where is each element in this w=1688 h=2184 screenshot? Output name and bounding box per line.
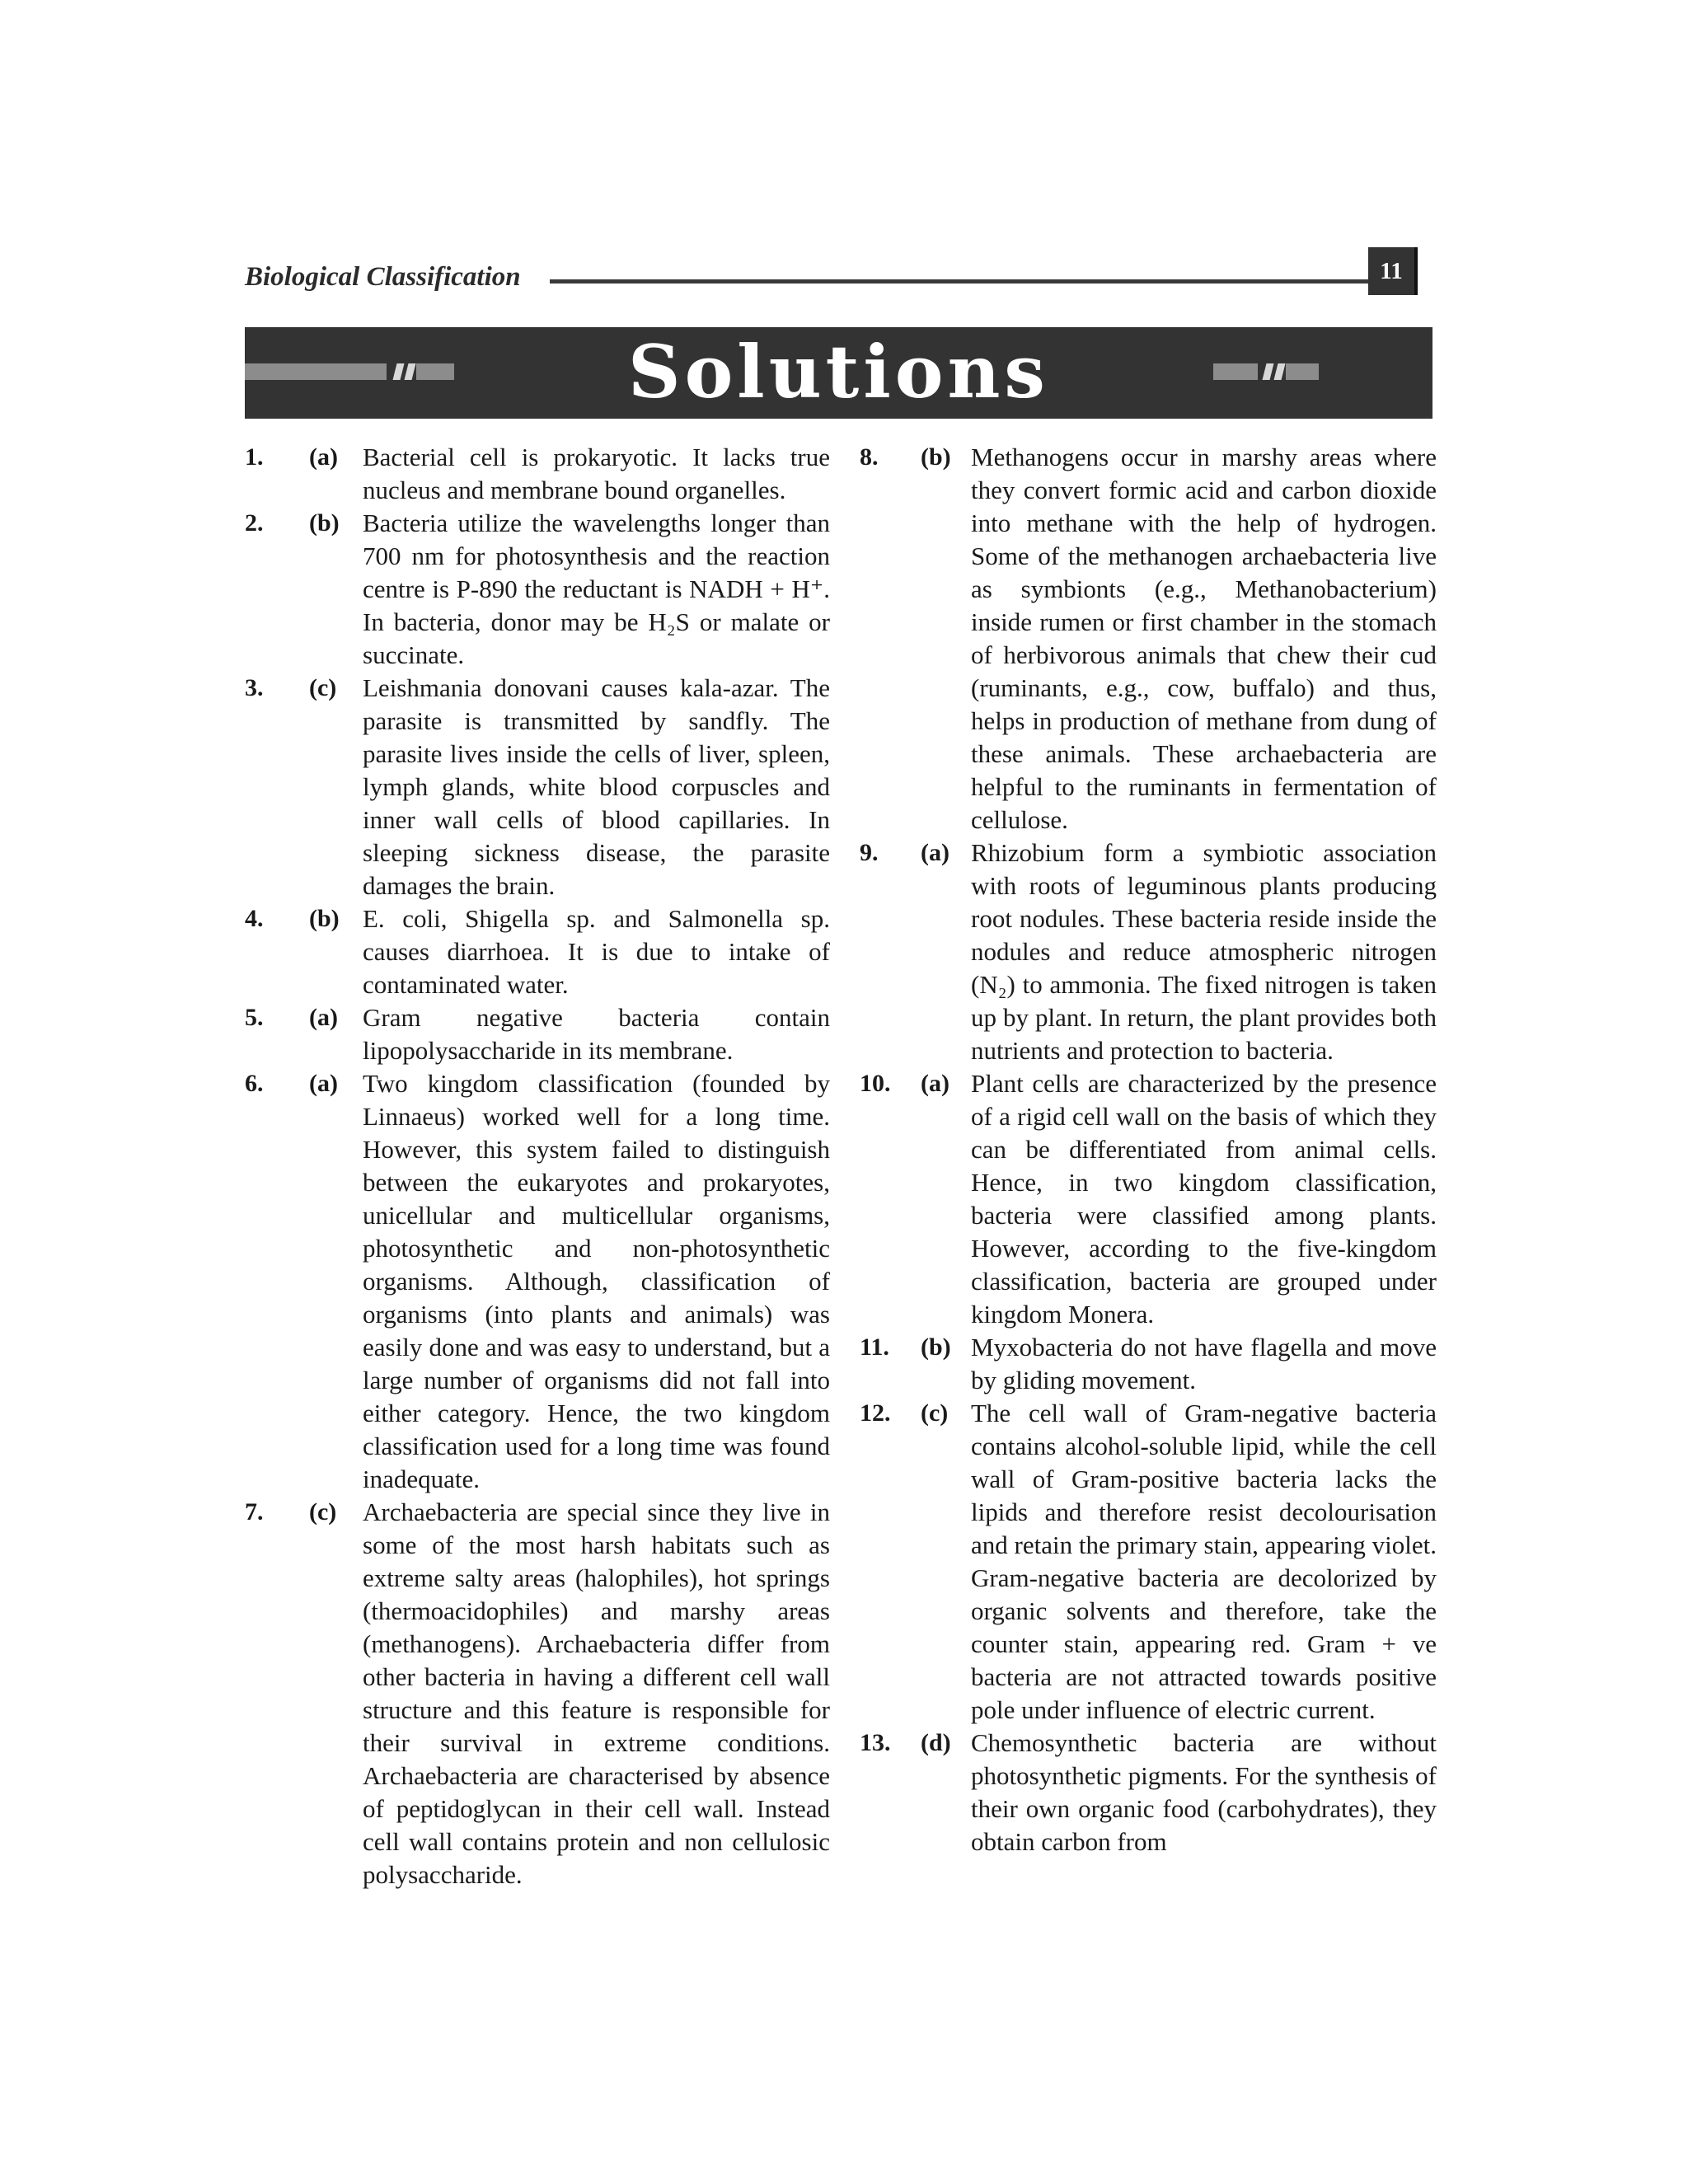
question-number: 7. xyxy=(245,1498,264,1526)
solution-item xyxy=(853,1331,1437,1397)
question-number: 1. xyxy=(245,443,264,471)
question-number: 2. xyxy=(245,509,264,537)
solution-text: Myxobacteria do not have flagella and move by gliding movement. xyxy=(971,1333,1437,1394)
solution-item xyxy=(853,1067,1437,1331)
solution-text: Bacteria utilize the wavelengths longer than 700 nm for photosynthesis and the reaction centre is P-890 the reductant is NADH + H⁺. In bacteria, donor may be H₂S or malate or succinate. xyxy=(363,509,830,669)
page-number: 11 xyxy=(1368,247,1418,295)
solution-text: Rhizobium form a symbiotic association with roots of leguminous plants producing root nodules. These bacteria reside inside the nodules and reduce atmospheric nitrogen (N₂) to ammonia. The fixed nitrogen is taken up by plant. In return, the plant provides both nutrients and protection to bacteria. xyxy=(971,838,1437,1065)
question-number: 9. xyxy=(860,839,879,866)
question-number: 8. xyxy=(860,443,879,471)
solution-item xyxy=(245,441,830,507)
solution-item xyxy=(853,837,1437,1067)
answer-option: (b) xyxy=(309,905,340,932)
solutions-left-column xyxy=(245,441,830,1891)
chapter-title: Biological Classification xyxy=(245,257,524,297)
header-rule xyxy=(550,279,1370,284)
solution-text: Gram negative bacteria contain lipopolysaccharide in its membrane. xyxy=(363,1003,830,1065)
answer-option: (b) xyxy=(921,1333,951,1361)
solution-text: Methanogens occur in marshy areas where they convert formic acid and carbon dioxide into methane with the help of hydrogen. Some of the methanogen archaebacteria live as symbionts (e.g., Methanobacterium) inside rumen or first chamber in the stomach of herbivorous animals that chew their cud (ruminants, e.g., cow, buffalo) and thus, helps in production of methane from dung of these animals. These archaebacteria are helpful to the ruminants in fermentation of cellulose. xyxy=(971,443,1437,834)
answer-option: (d) xyxy=(921,1729,951,1756)
answer-option: (a) xyxy=(921,839,950,866)
answer-option: (a) xyxy=(309,1070,338,1097)
solution-item xyxy=(245,1001,830,1067)
question-number: 13. xyxy=(860,1729,891,1756)
banner-title: Solutions xyxy=(628,329,1049,415)
question-number: 11. xyxy=(860,1333,889,1361)
answer-option: (b) xyxy=(921,443,951,471)
solution-text: Bacterial cell is prokaryotic. It lacks true nucleus and membrane bound organelles. xyxy=(363,443,830,504)
solution-item xyxy=(245,507,830,672)
answer-option: (c) xyxy=(309,1498,337,1526)
solution-text: Leishmania donovani causes kala-azar. The parasite is transmitted by sandfly. The parasite lives inside the cells of liver, spleen, lymph glands, white blood corpuscles and inner wall cells of blood capillaries. In sleeping sickness disease, the parasite damages the brain. xyxy=(363,673,830,900)
answer-option: (a) xyxy=(309,1004,338,1031)
question-number: 3. xyxy=(245,674,264,701)
solutions-right-column xyxy=(853,441,1437,1858)
answer-option: (a) xyxy=(921,1070,950,1097)
answer-option: (c) xyxy=(309,674,337,701)
solution-text: Chemosynthetic bacteria are without photosynthetic pigments. For the synthesis of their own organic food (carbohydrates), they obtain carbon from xyxy=(971,1728,1437,1856)
solution-text: Two kingdom classification (founded by Linnaeus) worked well for a long time. However, this system failed to distinguish between the eukaryotes and prokaryotes, unicellular and multicellular organisms, photosynthetic and non-photosynthetic organisms. Although, classification of organisms (into plants and animals) was easily done and was easy to understand, but a large number of organisms did not fall into either category. Hence, the two kingdom classification used for a long time was found inadequate. xyxy=(363,1069,830,1493)
question-number: 12. xyxy=(860,1399,891,1427)
solution-text: The cell wall of Gram-negative bacteria contains alcohol-soluble lipid, while the cell wall of Gram-positive bacteria lacks the lipids and therefore resist decolourisation and retain the primary stain, appearing violet. Gram-negative bacteria are decolorized by organic solvents and therefore, take the counter stain, appearing red. Gram + ve bacteria are not attracted towards positive pole under influence of electric current. xyxy=(971,1399,1437,1724)
solutions-banner xyxy=(245,327,1432,419)
solution-item xyxy=(245,902,830,1001)
question-number: 6. xyxy=(245,1070,264,1097)
solution-item xyxy=(853,1397,1437,1727)
running-header xyxy=(245,257,1428,297)
solution-item xyxy=(853,1727,1437,1858)
solution-text: Archaebacteria are special since they live in some of the most harsh habitats such as extreme salty areas (halophiles), hot springs (thermoacidophiles) and marshy areas (methanogens). Archaebacteria differ from other bacteria in having a different cell wall structure and this feature is responsible for their survival in extreme conditions. Archaebacteria are characterised by absence of peptidoglycan in their cell wall. Instead cell wall contains protein and non cellulosic polysaccharide. xyxy=(363,1497,830,1889)
question-number: 4. xyxy=(245,905,264,932)
question-number: 5. xyxy=(245,1004,264,1031)
solution-item xyxy=(245,1067,830,1496)
question-number: 10. xyxy=(860,1070,891,1097)
solution-text: E. coli, Shigella sp. and Salmonella sp. causes diarrhoea. It is due to intake of contaminated water. xyxy=(363,904,830,999)
answer-option: (b) xyxy=(309,509,340,537)
answer-option: (c) xyxy=(921,1399,949,1427)
solution-item xyxy=(245,1496,830,1891)
solution-text: Plant cells are characterized by the presence of a rigid cell wall on the basis of which they can be differentiated from animal cells. Hence, in two kingdom classification, bacteria were classified among plants. However, according to the five-kingdom classification, bacteria are grouped under kingdom Monera. xyxy=(971,1069,1437,1329)
solution-item xyxy=(853,441,1437,837)
answer-option: (a) xyxy=(309,443,338,471)
solution-item xyxy=(245,672,830,902)
